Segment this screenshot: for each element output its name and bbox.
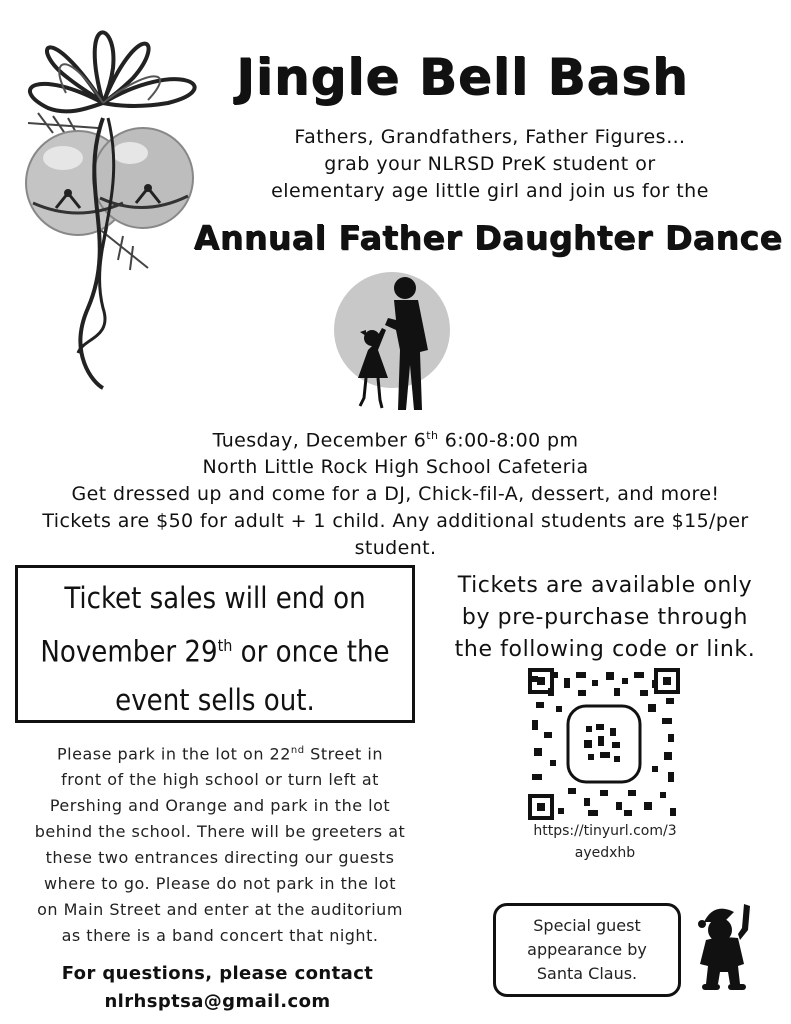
contact-prompt: For questions, please contact [61, 963, 374, 984]
availability-line: by pre-purchase through [461, 605, 749, 630]
sales-line: event sells out. [115, 682, 315, 717]
event-date: Tuesday, December 6 [212, 429, 427, 452]
parking-instructions [10, 738, 430, 949]
parking-line [10, 738, 430, 767]
sales-date-suffix: th [217, 636, 233, 655]
santa-line: Special guest [533, 916, 641, 935]
santa-line: appearance by [527, 940, 647, 959]
parking-line: where to go. Please do not park in the lot [44, 874, 396, 894]
jingle-bells-illustration [8, 8, 233, 393]
event-details [0, 422, 791, 562]
sales-line-suffix: or once the [232, 634, 390, 669]
contact-email[interactable]: nlrhsptsa@gmail.com [104, 991, 331, 1012]
intro-line: grab your NLRSD PreK student or [324, 153, 656, 175]
event-location: North Little Rock High School Cafeteria [202, 456, 589, 479]
parking-line: behind the school. There will be greeters at [34, 822, 406, 842]
sales-line: Ticket sales will end on [64, 581, 366, 615]
parking-line: on Main Street and enter at the auditorium [37, 900, 403, 920]
intro-line: Fathers, Grandfathers, Father Figures… [294, 126, 686, 148]
ticket-link-line[interactable]: https://tinyurl.com/3 [533, 823, 677, 839]
ticket-prices: Tickets are $50 for adult + 1 child. Any additional students are $15/per [42, 510, 749, 533]
ticket-qr-code[interactable] [528, 668, 680, 820]
parking-line: Pershing and Orange and park in the lot [49, 796, 391, 816]
intro-text [230, 124, 750, 205]
event-title: Jingle Bell Bash [236, 48, 689, 106]
santa-line: Santa Claus. [536, 964, 638, 983]
ticket-link[interactable] [510, 820, 700, 864]
sales-date: November 29 [40, 634, 218, 669]
availability-line: the following code or link. [454, 637, 756, 662]
availability-line: Tickets are available only [457, 573, 753, 598]
intro-line: elementary age little girl and join us for the [271, 180, 709, 202]
street-suffix: nd [290, 745, 305, 756]
parking-line: these two entrances directing our guests [45, 848, 395, 868]
ticket-availability [435, 570, 775, 666]
ticket-link-line[interactable]: ayedxhb [574, 845, 636, 861]
father-daughter-silhouette [330, 270, 460, 420]
sales-line [18, 622, 412, 676]
santa-silhouette-icon [694, 900, 756, 992]
parking-line: as there is a band concert that night. [61, 926, 379, 946]
santa-appearance-box [493, 903, 681, 997]
date-suffix: th [426, 429, 439, 442]
event-description: Get dressed up and come for a DJ, Chick-fil-A, dessert, and more! [71, 483, 720, 506]
ticket-prices-continued: student. [354, 537, 437, 560]
event-subtitle: Annual Father Daughter Dance [193, 218, 783, 257]
parking-text: Please park in the lot on 22 [57, 744, 291, 764]
parking-line: front of the high school or turn left at [61, 770, 379, 790]
event-time: 6:00-8:00 pm [438, 429, 579, 452]
date-time-line [0, 422, 791, 454]
ticket-sales-deadline-box [15, 565, 415, 723]
contact-info [20, 960, 415, 1016]
parking-text: Street in [304, 744, 383, 764]
